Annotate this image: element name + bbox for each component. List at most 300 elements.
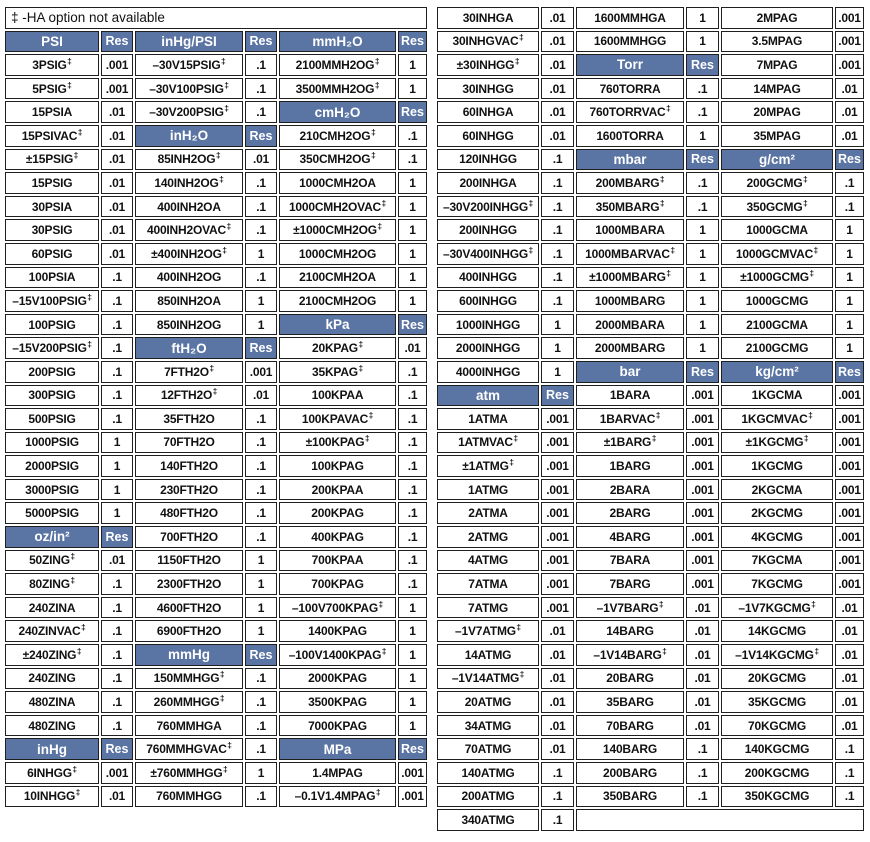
- range-code-cell: ±1000MBARG‡: [576, 267, 684, 289]
- res-value-cell: .01: [245, 385, 277, 407]
- dagger-footnote-mark: ‡: [803, 433, 809, 444]
- res-value-cell: 1: [686, 290, 719, 312]
- res-value-cell: .1: [101, 385, 133, 407]
- res-value-cell: .01: [541, 125, 574, 147]
- unit-section-header-cell: inHg: [5, 738, 99, 760]
- res-value-cell: 1: [398, 267, 427, 289]
- res-value-cell: .1: [686, 786, 719, 808]
- res-value-cell: .1: [686, 78, 719, 100]
- dagger-footnote-mark: ‡: [80, 622, 86, 633]
- range-code-cell: 35BARG: [576, 691, 684, 713]
- pressure-range-table-right: [435, 5, 866, 833]
- range-code-cell: 70FTH2O: [135, 432, 243, 454]
- range-code-cell: 1ATMVAC‡: [437, 432, 539, 454]
- res-value-cell: .01: [686, 715, 719, 737]
- res-value-cell: .001: [686, 550, 719, 572]
- range-code-cell: 600INHGG: [437, 290, 539, 312]
- res-value-cell: .1: [541, 172, 574, 194]
- table-row: [437, 125, 864, 147]
- res-value-cell: .1: [686, 738, 719, 760]
- range-code-cell: –0.1V1.4MPAG‡: [279, 786, 396, 808]
- range-code-cell: 30INHGA: [437, 7, 539, 29]
- res-header-cell: Res: [101, 31, 133, 53]
- res-value-cell: .001: [686, 526, 719, 548]
- res-value-cell: 1: [101, 502, 133, 524]
- res-value-cell: .01: [541, 691, 574, 713]
- res-value-cell: .1: [101, 408, 133, 430]
- res-value-cell: 1: [686, 7, 719, 29]
- range-code-cell: –30V200PSIG‡: [135, 101, 243, 123]
- res-value-cell: .001: [541, 597, 574, 619]
- range-code-cell: 3500MMH2OG‡: [279, 78, 396, 100]
- res-value-cell: .1: [398, 408, 427, 430]
- res-value-cell: 1: [398, 196, 427, 218]
- res-value-cell: .1: [245, 715, 277, 737]
- res-value-cell: .1: [398, 149, 427, 171]
- res-value-cell: .1: [245, 78, 277, 100]
- res-value-cell: .1: [245, 267, 277, 289]
- table-row: [5, 337, 427, 359]
- res-value-cell: .01: [245, 149, 277, 171]
- table-row: [5, 290, 427, 312]
- unit-section-header-cell: Torr: [576, 54, 684, 76]
- range-code-cell: 480FTH2O: [135, 502, 243, 524]
- dagger-footnote-mark: ‡: [374, 79, 380, 90]
- range-code-cell: 1600MMHGG: [576, 31, 684, 53]
- res-value-cell: 1: [398, 691, 427, 713]
- res-value-cell: 1: [398, 715, 427, 737]
- range-code-cell: 2100CMH2OA: [279, 267, 396, 289]
- res-value-cell: .001: [245, 361, 277, 383]
- dagger-footnote-mark: ‡: [381, 645, 387, 656]
- table-row: [437, 620, 864, 642]
- range-code-cell: 2ATMG: [437, 526, 539, 548]
- res-value-cell: .1: [686, 101, 719, 123]
- res-value-cell: 1: [398, 78, 427, 100]
- dagger-footnote-mark: ‡: [368, 409, 374, 420]
- res-value-cell: .01: [541, 101, 574, 123]
- range-code-cell: 120INHGG: [437, 149, 539, 171]
- range-code-cell: 760MMHGG: [135, 786, 243, 808]
- table-row: [437, 809, 864, 831]
- table-row: [5, 385, 427, 407]
- range-code-cell: 400KPAG: [279, 526, 396, 548]
- res-header-cell: Res: [101, 738, 133, 760]
- res-value-cell: .001: [541, 526, 574, 548]
- table-row: [437, 644, 864, 666]
- range-code-cell: 200KPAA: [279, 479, 396, 501]
- res-value-cell: .1: [541, 762, 574, 784]
- range-code-cell: 240ZINA: [5, 597, 99, 619]
- table-row: [437, 78, 864, 100]
- range-code-cell: 60PSIG: [5, 243, 99, 265]
- res-value-cell: .01: [686, 597, 719, 619]
- res-value-cell: .1: [245, 502, 277, 524]
- res-header-cell: Res: [245, 337, 277, 359]
- range-code-cell: 7KGCMA: [721, 550, 833, 572]
- dagger-footnote-mark: ‡: [802, 197, 808, 208]
- res-value-cell: 1: [835, 337, 864, 359]
- table-row: [5, 573, 427, 595]
- res-value-cell: .1: [398, 479, 427, 501]
- table-row: [437, 408, 864, 430]
- range-code-cell: 240ZING: [5, 668, 99, 690]
- res-value-cell: 1: [835, 267, 864, 289]
- res-value-cell: .1: [101, 314, 133, 336]
- dagger-footnote-mark: ‡: [224, 103, 229, 114]
- res-value-cell: .001: [398, 786, 427, 808]
- range-code-cell: 7ATMA: [437, 573, 539, 595]
- table-row: [5, 149, 427, 171]
- dagger-footnote-mark: ‡: [212, 386, 218, 397]
- range-code-cell: 15PSIG: [5, 172, 99, 194]
- res-value-cell: .001: [686, 573, 719, 595]
- table-row: [5, 597, 427, 619]
- range-code-cell: 140ATMG: [437, 762, 539, 784]
- unit-section-header-cell: mmH₂O: [279, 31, 396, 53]
- res-value-cell: .001: [686, 432, 719, 454]
- dagger-footnote-mark: ‡: [381, 197, 387, 208]
- range-code-cell: 4000INHGG: [437, 361, 539, 383]
- res-value-cell: 1: [835, 243, 864, 265]
- range-code-cell: 500PSIG: [5, 408, 99, 430]
- range-code-cell: 400INH2OVAC‡: [135, 219, 243, 241]
- res-value-cell: .1: [835, 196, 864, 218]
- range-code-cell: 3.5MPAG: [721, 31, 833, 53]
- res-value-cell: .001: [835, 550, 864, 572]
- range-code-cell: 14BARG: [576, 620, 684, 642]
- res-value-cell: 1: [686, 125, 719, 147]
- res-header-cell: Res: [101, 526, 133, 548]
- table-row: [5, 78, 427, 100]
- res-value-cell: .1: [101, 597, 133, 619]
- table-row: [437, 54, 864, 76]
- res-value-cell: .01: [835, 691, 864, 713]
- table-row: [5, 715, 427, 737]
- res-value-cell: .1: [686, 196, 719, 218]
- res-value-cell: .1: [245, 101, 277, 123]
- range-code-cell: 200ATMG: [437, 786, 539, 808]
- range-code-cell: 200KPAG: [279, 502, 396, 524]
- res-value-cell: .001: [398, 762, 427, 784]
- table-row: [437, 219, 864, 241]
- range-code-cell: 1ATMA: [437, 408, 539, 430]
- unit-section-header-cell: ftH₂O: [135, 337, 243, 359]
- range-code-cell: –30V400INHGG‡: [437, 243, 539, 265]
- range-code-cell: 2000MBARG: [576, 337, 684, 359]
- res-value-cell: .01: [541, 54, 574, 76]
- res-value-cell: 1: [398, 290, 427, 312]
- table-row: [437, 361, 864, 383]
- res-value-cell: .001: [835, 573, 864, 595]
- footnote-row: [5, 7, 427, 29]
- table-row: [437, 337, 864, 359]
- res-value-cell: 1: [541, 337, 574, 359]
- dagger-footnote-mark: ‡: [70, 551, 75, 562]
- res-value-cell: 1: [686, 31, 719, 53]
- empty-cell: [576, 809, 864, 831]
- table-row: [437, 101, 864, 123]
- dagger-footnote-mark: ‡: [528, 244, 533, 255]
- range-code-cell: 760MMHGVAC‡: [135, 738, 243, 760]
- range-code-cell: 3000PSIG: [5, 479, 99, 501]
- res-value-cell: 1: [245, 597, 277, 619]
- range-code-cell: 7BARG: [576, 573, 684, 595]
- range-code-cell: 30INHGVAC‡: [437, 31, 539, 53]
- res-value-cell: 1: [398, 620, 427, 642]
- dagger-footnote-mark: ‡: [226, 221, 231, 232]
- res-value-cell: .1: [541, 243, 574, 265]
- range-code-cell: 30INHGG: [437, 78, 539, 100]
- range-code-cell: 1000CMH2OA: [279, 172, 396, 194]
- range-code-cell: 350CMH2OG‡: [279, 149, 396, 171]
- res-value-cell: .001: [835, 432, 864, 454]
- range-code-cell: 700KPAA: [279, 550, 396, 572]
- res-value-cell: .01: [101, 125, 133, 147]
- dagger-footnote-mark: ‡: [513, 433, 518, 444]
- dagger-footnote-mark: ‡: [655, 409, 661, 420]
- table-row: [437, 526, 864, 548]
- range-code-cell: 2000INHGG: [437, 337, 539, 359]
- range-code-cell: 350KGCMG: [721, 786, 833, 808]
- range-code-cell: 140KGCMG: [721, 738, 833, 760]
- dagger-footnote-mark: ‡: [70, 575, 75, 586]
- dagger-footnote-mark: ‡: [659, 197, 665, 208]
- range-code-cell: 200BARG: [576, 762, 684, 784]
- res-value-cell: 1: [686, 267, 719, 289]
- res-value-cell: 1: [245, 620, 277, 642]
- table-row: [437, 455, 864, 477]
- range-code-cell: 200PSIG: [5, 361, 99, 383]
- table-row: [437, 172, 864, 194]
- unit-section-header-cell: bar: [576, 361, 684, 383]
- res-header-cell: Res: [398, 314, 427, 336]
- range-code-cell: 5000PSIG: [5, 502, 99, 524]
- res-value-cell: .001: [835, 526, 864, 548]
- res-value-cell: 1: [245, 314, 277, 336]
- res-value-cell: .001: [835, 502, 864, 524]
- res-value-cell: .1: [245, 196, 277, 218]
- table-row: [437, 573, 864, 595]
- res-value-cell: .01: [101, 550, 133, 572]
- dagger-footnote-mark: ‡: [224, 79, 229, 90]
- res-value-cell: .1: [245, 786, 277, 808]
- dagger-footnote-mark: ‡: [809, 268, 814, 279]
- res-value-cell: 1: [398, 644, 427, 666]
- dagger-footnote-mark: ‡: [77, 126, 83, 137]
- range-code-cell: 1000GCMG: [721, 290, 833, 312]
- range-code-cell: 350BARG: [576, 786, 684, 808]
- range-code-cell: 15PSIVAC‡: [5, 125, 99, 147]
- range-code-cell: 34ATMG: [437, 715, 539, 737]
- range-code-cell: 20ATMG: [437, 691, 539, 713]
- res-value-cell: .1: [101, 668, 133, 690]
- range-code-cell: –30V15PSIG‡: [135, 54, 243, 76]
- range-code-cell: 230FTH2O: [135, 479, 243, 501]
- table-row: [5, 125, 427, 147]
- range-code-cell: 2000PSIG: [5, 455, 99, 477]
- range-code-cell: 1400KPAG: [279, 620, 396, 642]
- dagger-footnote-mark: ‡: [219, 669, 225, 680]
- range-code-cell: 1BARA: [576, 385, 684, 407]
- range-code-cell: 20BARG: [576, 668, 684, 690]
- res-header-cell: Res: [398, 101, 427, 123]
- range-code-cell: 2BARA: [576, 479, 684, 501]
- range-code-cell: ±1000GCMG‡: [721, 267, 833, 289]
- dagger-footnote-mark: ‡: [374, 55, 380, 66]
- dagger-footnote-mark: ‡: [666, 268, 671, 279]
- range-code-cell: 2000MBARA: [576, 314, 684, 336]
- table-row: [437, 196, 864, 218]
- range-code-cell: 60INHGA: [437, 101, 539, 123]
- range-code-cell: 20KPAG‡: [279, 337, 396, 359]
- res-value-cell: .01: [541, 7, 574, 29]
- res-value-cell: .1: [398, 550, 427, 572]
- res-value-cell: 1: [245, 573, 277, 595]
- range-code-cell: 400INH2OG: [135, 267, 243, 289]
- range-code-cell: 2300FTH2O: [135, 573, 243, 595]
- range-code-cell: 200KGCMG: [721, 762, 833, 784]
- range-code-cell: 70BARG: [576, 715, 684, 737]
- range-code-cell: 400INHGG: [437, 267, 539, 289]
- dagger-footnote-mark: ‡: [518, 32, 524, 43]
- res-value-cell: .001: [541, 455, 574, 477]
- dagger-footnote-mark: ‡: [370, 126, 376, 137]
- res-value-cell: 1: [686, 219, 719, 241]
- res-value-cell: .1: [245, 54, 277, 76]
- table-row: [5, 196, 427, 218]
- res-value-cell: .1: [101, 361, 133, 383]
- res-value-cell: 1: [541, 361, 574, 383]
- res-value-cell: .01: [835, 620, 864, 642]
- res-value-cell: .1: [101, 337, 133, 359]
- range-code-cell: 850INH2OA: [135, 290, 243, 312]
- range-code-cell: 4600FTH2O: [135, 597, 243, 619]
- range-code-cell: 1BARVAC‡: [576, 408, 684, 430]
- res-value-cell: .01: [686, 668, 719, 690]
- res-value-cell: .001: [686, 502, 719, 524]
- unit-section-header-cell: mmHg: [135, 644, 243, 666]
- table-row: [437, 762, 864, 784]
- table-row: [437, 691, 864, 713]
- pressure-range-table-left: [3, 5, 429, 809]
- range-code-cell: 210CMH2OG‡: [279, 125, 396, 147]
- res-value-cell: .01: [835, 668, 864, 690]
- res-value-cell: 1: [398, 668, 427, 690]
- range-code-cell: 2100MMH2OG‡: [279, 54, 396, 76]
- table-row: [5, 550, 427, 572]
- range-code-cell: –30V200INHGG‡: [437, 196, 539, 218]
- table-row: [437, 715, 864, 737]
- dagger-footnote-mark: ‡: [219, 173, 224, 184]
- res-value-cell: .1: [245, 172, 277, 194]
- dagger-footnote-mark: ‡: [662, 645, 667, 656]
- table-row: [437, 290, 864, 312]
- res-value-cell: 1: [398, 243, 427, 265]
- range-code-cell: 30PSIA: [5, 196, 99, 218]
- res-value-cell: .1: [245, 432, 277, 454]
- range-code-cell: 140BARG: [576, 738, 684, 760]
- table-row: [5, 762, 427, 784]
- range-code-cell: 140INH2OG‡: [135, 172, 243, 194]
- range-code-cell: ±30INHGG‡: [437, 54, 539, 76]
- res-value-cell: .001: [101, 762, 133, 784]
- range-code-cell: 1KGCMG: [721, 455, 833, 477]
- dagger-footnote-mark: ‡: [802, 173, 808, 184]
- range-code-cell: 4ATMG: [437, 550, 539, 572]
- table-row: [5, 314, 427, 336]
- res-value-cell: .01: [101, 149, 133, 171]
- table-row: [437, 502, 864, 524]
- range-code-cell: 300PSIG: [5, 385, 99, 407]
- range-code-cell: 100KPAVAC‡: [279, 408, 396, 430]
- res-value-cell: .01: [101, 243, 133, 265]
- res-value-cell: .001: [541, 479, 574, 501]
- range-code-cell: 15PSIA: [5, 101, 99, 123]
- res-value-cell: .001: [541, 573, 574, 595]
- res-value-cell: .1: [398, 573, 427, 595]
- range-code-cell: 1150FTH2O: [135, 550, 243, 572]
- range-code-cell: ±1000CMH2OG‡: [279, 219, 396, 241]
- range-code-cell: 10INHGG‡: [5, 786, 99, 808]
- range-code-cell: 2100GCMG: [721, 337, 833, 359]
- table-row: [5, 526, 427, 548]
- dagger-footnote-mark: ‡: [215, 150, 221, 161]
- range-code-cell: 2ATMA: [437, 502, 539, 524]
- res-value-cell: .1: [245, 526, 277, 548]
- table-row: [5, 361, 427, 383]
- unit-section-header-cell: inH₂O: [135, 125, 243, 147]
- range-code-cell: 6900FTH2O: [135, 620, 243, 642]
- dagger-footnote-mark: ‡: [378, 598, 384, 609]
- dagger-footnote-mark: ‡: [223, 763, 228, 774]
- res-value-cell: .001: [835, 7, 864, 29]
- range-code-cell: 4KGCMG: [721, 526, 833, 548]
- res-value-cell: .001: [101, 78, 133, 100]
- unit-section-header-cell: oz/in²: [5, 526, 99, 548]
- res-value-cell: 1: [245, 290, 277, 312]
- res-value-cell: .01: [686, 620, 719, 642]
- res-value-cell: .01: [541, 31, 574, 53]
- range-code-cell: 12FTH2O‡: [135, 385, 243, 407]
- range-code-cell: 1.4MPAG: [279, 762, 396, 784]
- table-row: [5, 432, 427, 454]
- range-code-cell: 850INH2OG: [135, 314, 243, 336]
- range-code-cell: 20MPAG: [721, 101, 833, 123]
- res-value-cell: .001: [541, 550, 574, 572]
- dagger-footnote-mark: ‡: [377, 221, 382, 232]
- res-value-cell: 1: [835, 290, 864, 312]
- res-value-cell: .01: [101, 196, 133, 218]
- unit-section-header-cell: mbar: [576, 149, 684, 171]
- res-value-cell: .1: [245, 738, 277, 760]
- range-code-cell: 1000CMH2OG: [279, 243, 396, 265]
- range-code-cell: –15V100PSIG‡: [5, 290, 99, 312]
- res-value-cell: .1: [245, 691, 277, 713]
- range-code-cell: 1000MBARVAC‡: [576, 243, 684, 265]
- table-row: [437, 479, 864, 501]
- range-code-cell: –100V1400KPAG‡: [279, 644, 396, 666]
- table-row: [437, 668, 864, 690]
- dagger-footnote-mark: ‡: [666, 103, 671, 114]
- range-code-cell: 1000GCMVAC‡: [721, 243, 833, 265]
- res-value-cell: .1: [686, 762, 719, 784]
- dagger-footnote-mark: ‡: [219, 693, 225, 704]
- range-code-cell: 80ZING‡: [5, 573, 99, 595]
- range-code-cell: –1V7ATMG‡: [437, 620, 539, 642]
- range-code-cell: 760MMHGA: [135, 715, 243, 737]
- dagger-footnote-mark: ‡: [514, 55, 520, 66]
